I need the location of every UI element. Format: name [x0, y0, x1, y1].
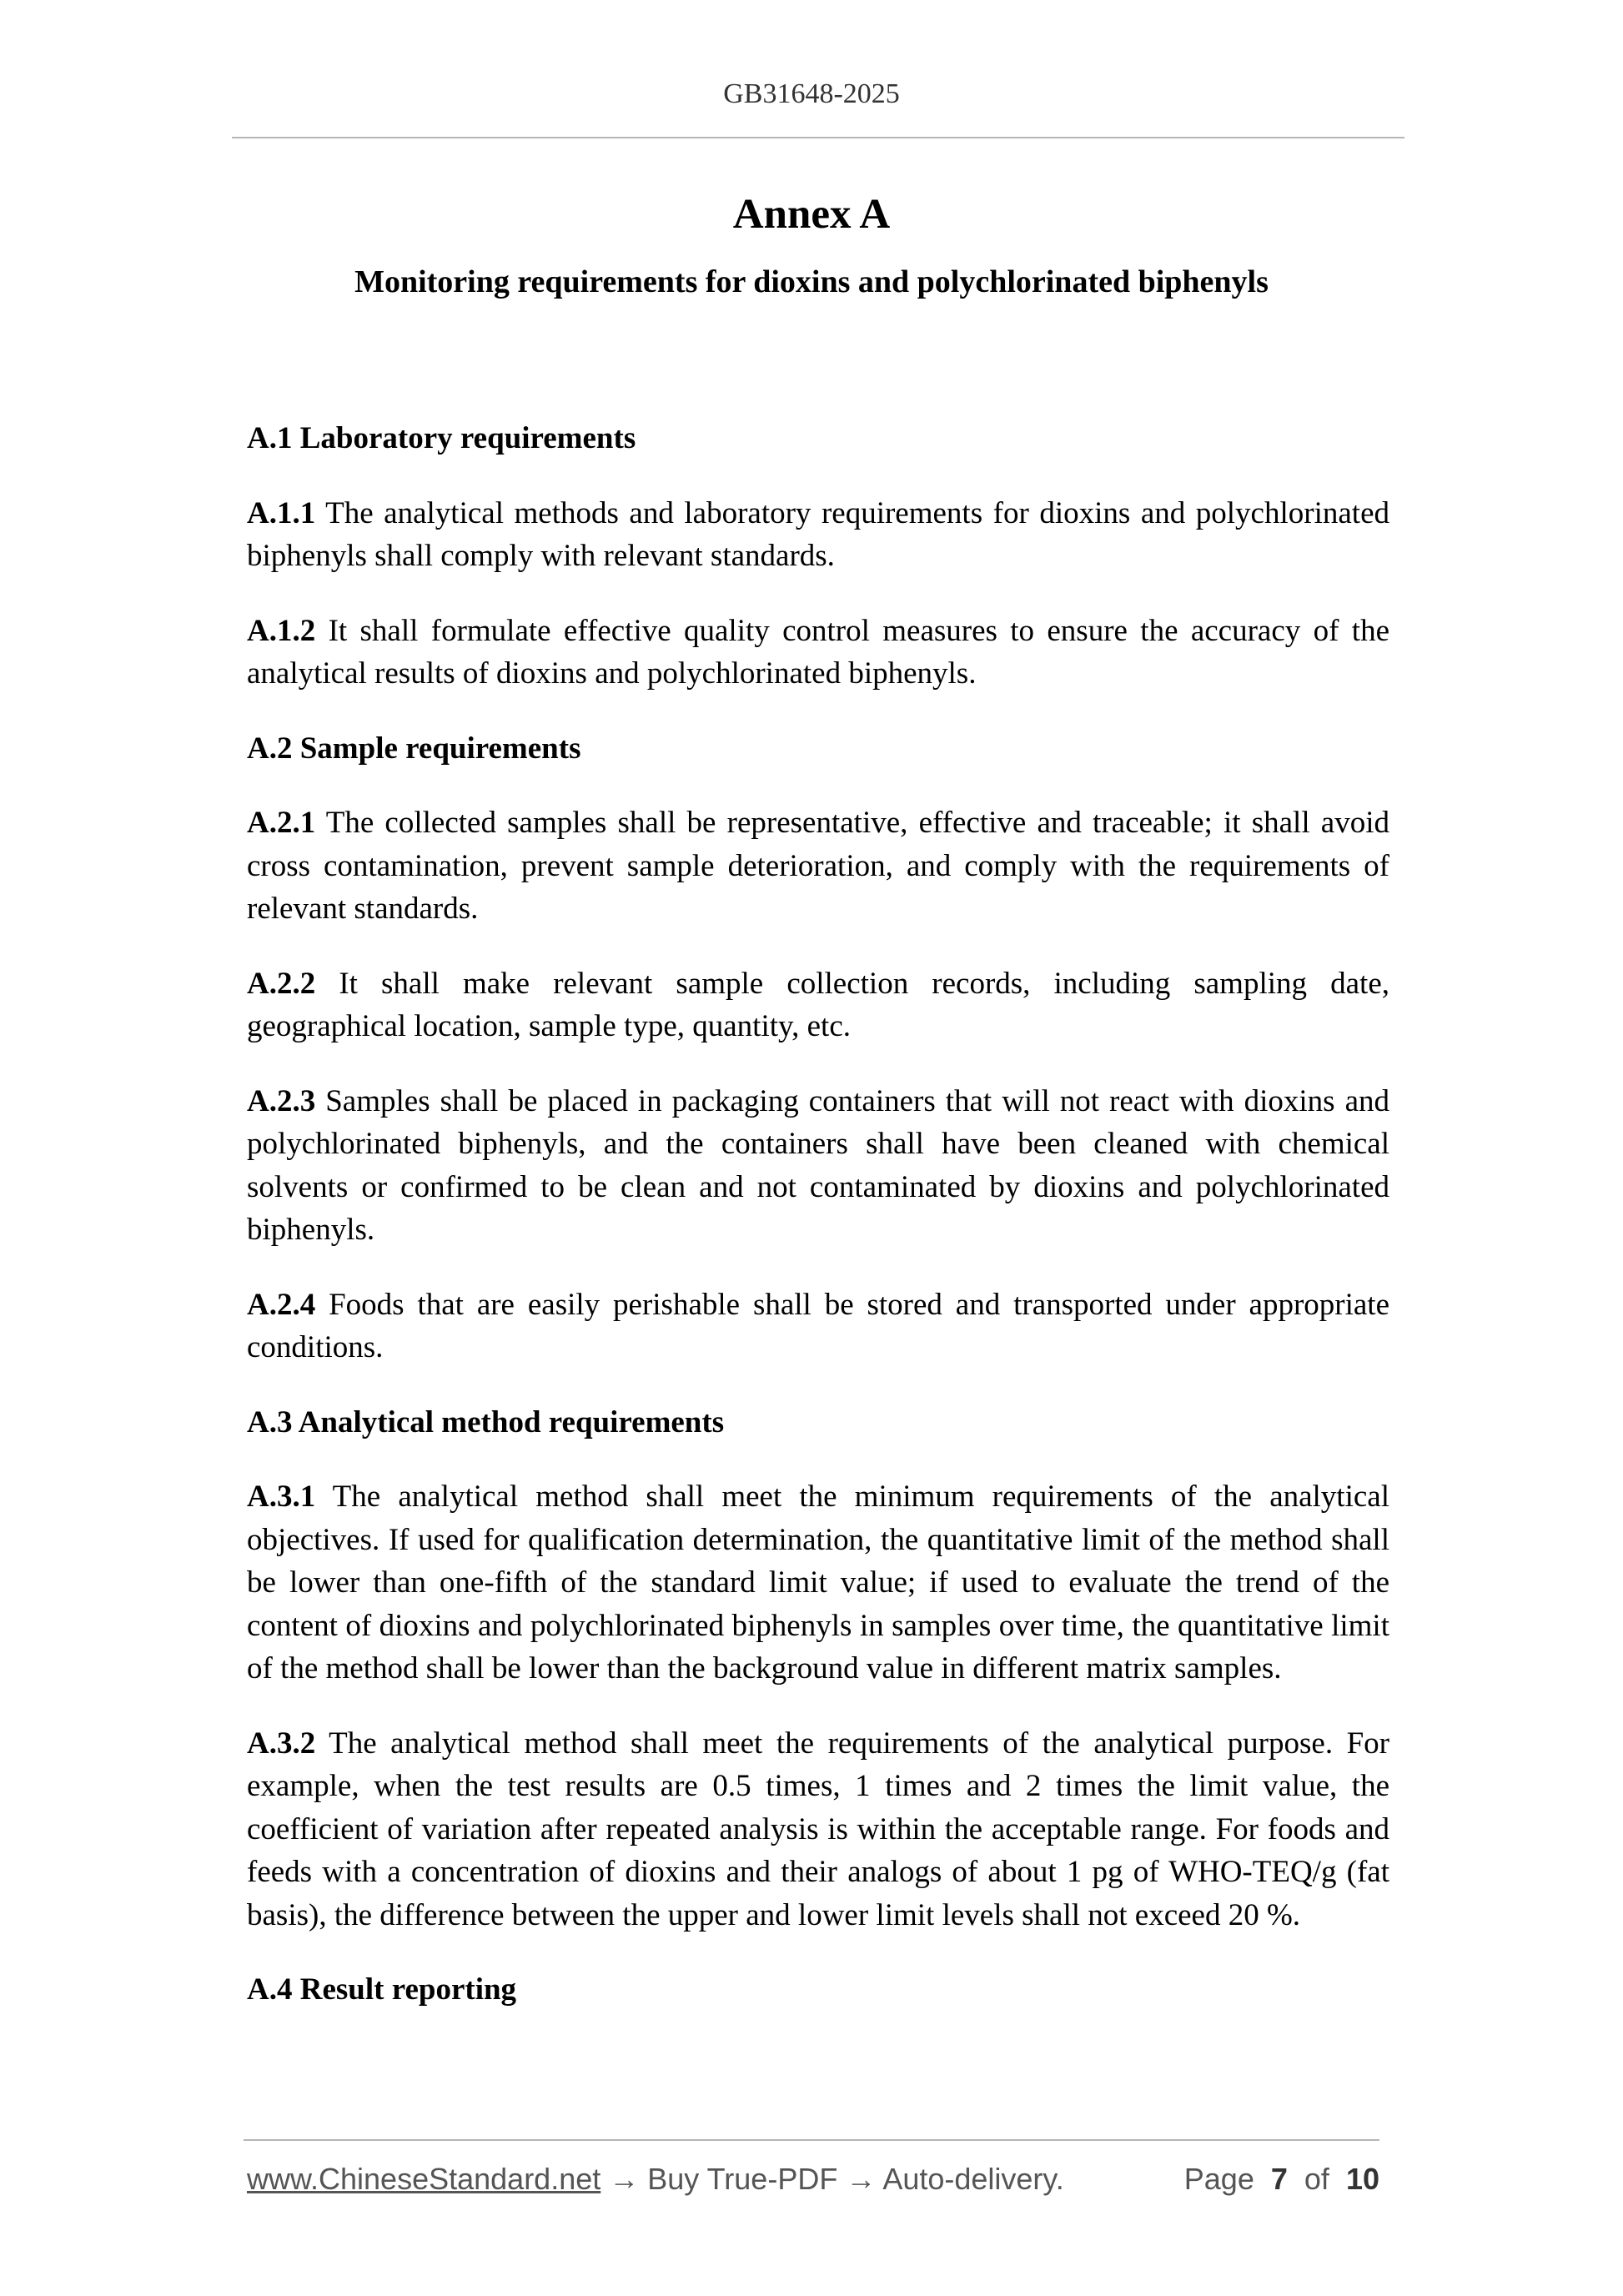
document-body: [247, 417, 1389, 2043]
clause-text: Samples shall be placed in packaging containers that will not react with dioxins and polychlorinated biphenyls, and the containers shall have been cleaned with chemical solvents or confirmed to be clean and not contaminated by dioxins and polychlorinated biphenyls.: [247, 1083, 1389, 1247]
document-id-header: GB31648-2025: [723, 78, 900, 109]
footer-promo: [247, 2162, 1064, 2197]
footer-divider: [244, 2139, 1379, 2141]
section-heading-a4: A.4 Result reporting: [247, 1972, 517, 2007]
section-heading-a3: A.3 Analytical method requirements: [247, 1404, 725, 1439]
clause-a2-4: [247, 1284, 1389, 1369]
clause-a1-2: [247, 610, 1389, 696]
clause-a3-2: [247, 1722, 1389, 1937]
current-page: 7: [1270, 2162, 1288, 2196]
annex-subtitle: Monitoring requirements for dioxins and polychlorinated biphenyls: [354, 264, 1269, 299]
clause-text: It shall formulate effective quality control measures to ensure the accuracy of the analytical results of dioxins and polychlorinated biphenyls.: [247, 613, 1389, 691]
section-heading-a1: A.1 Laboratory requirements: [247, 421, 636, 455]
of-word: of: [1304, 2162, 1329, 2196]
clause-number: A.1.2: [247, 613, 316, 648]
clause-number: A.2.4: [247, 1287, 316, 1322]
clause-number: A.1.1: [247, 495, 316, 530]
clause-text: The analytical methods and laboratory requirements for dioxins and polychlorinated biphenyls shall comply with relevant standards.: [247, 495, 1389, 573]
annex-title: Annex A: [732, 191, 891, 238]
clause-number: A.3.1: [247, 1480, 316, 1514]
clause-number: A.2.3: [247, 1083, 316, 1118]
section-heading-a2: A.2 Sample requirements: [247, 731, 581, 766]
clause-a1-1: [247, 492, 1389, 578]
clause-text: The analytical method shall meet the minimum requirements of the analytical objectives. If used for qualification determination, the quantitative limit of the method shall be lower than one-fifth of the standard limit value; if used to evaluate the trend of the content of dioxins and polychlorinated biphenyls in samples over time, the quantitative limit of the method shall be lower than the background value in different matrix samples.: [247, 1480, 1389, 1686]
clause-a3-1: [247, 1475, 1389, 1691]
clause-text: Foods that are easily perishable shall be stored and transported under appropriate conditions.: [247, 1287, 1389, 1364]
clause-a2-2: [247, 962, 1389, 1048]
page-counter: [1184, 2162, 1379, 2197]
clause-a2-1: [247, 801, 1389, 931]
header-divider: [232, 137, 1404, 138]
clause-text: The analytical method shall meet the requirements of the analytical purpose. For example, when the test results are 0.5 times, 1 times and 2 times the limit value, the coefficient of variation after repeated analysis is within the acceptable range. For foods and feeds with a concentration of dioxins and their analogs of about 1 pg of WHO-TEQ/g (fat basis), the difference between the upper and lower limit levels shall not exceed 20 %.: [247, 1726, 1389, 1932]
site-link[interactable]: www.ChineseStandard.net: [247, 2162, 601, 2196]
footer-tagline: → Buy True-PDF → Auto-delivery.: [600, 2162, 1064, 2196]
clause-text: The collected samples shall be representative, effective and traceable; it shall avoid cross contamination, prevent sample deterioration, and comply with the requirements of relevant standards.: [247, 806, 1389, 926]
clause-text: It shall make relevant sample collection records, including sampling date, geographical location, sample type, quantity, etc.: [247, 966, 1389, 1043]
clause-number: A.3.2: [247, 1726, 316, 1761]
clause-number: A.2.2: [247, 966, 316, 1001]
total-pages: 10: [1345, 2162, 1379, 2196]
clause-a2-3: [247, 1080, 1389, 1252]
clause-number: A.2.1: [247, 806, 316, 840]
page-word: Page: [1183, 2162, 1254, 2196]
page-footer: [247, 2162, 1379, 2203]
